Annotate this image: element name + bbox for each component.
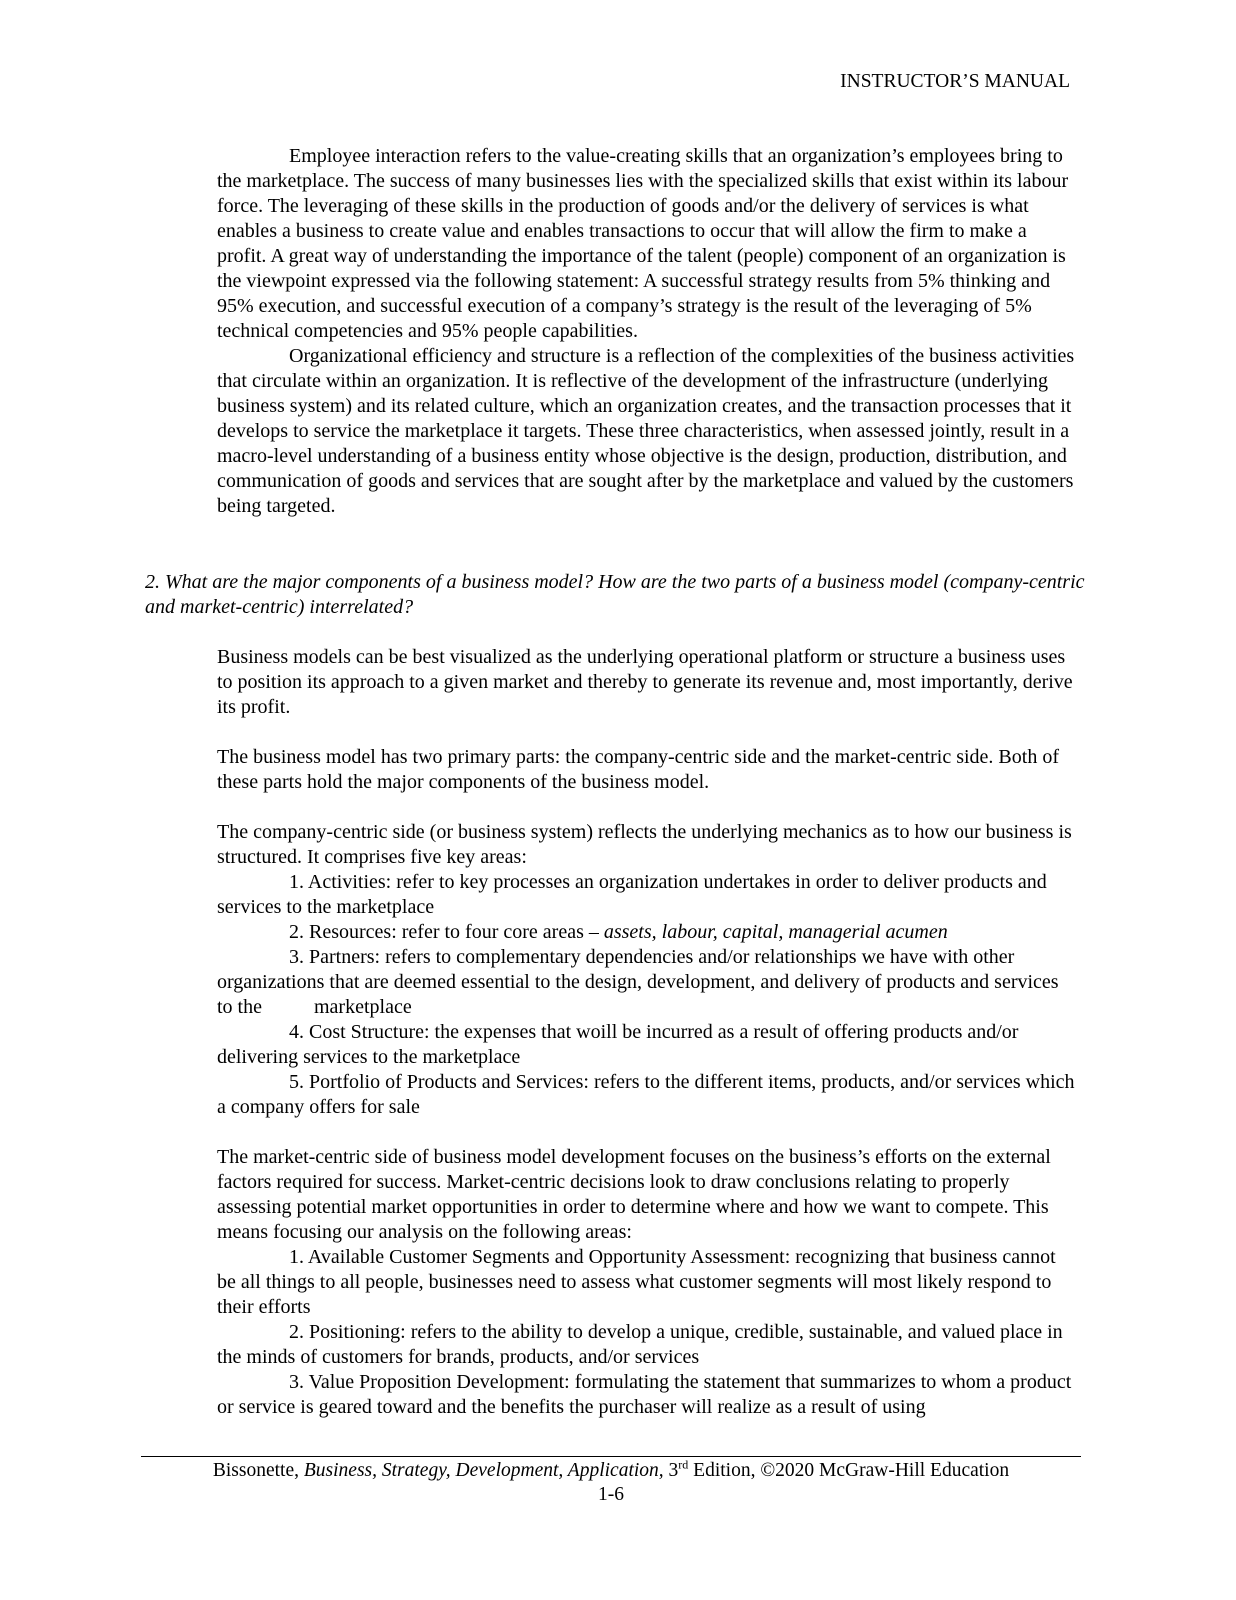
- page-number: 1-6: [598, 1484, 624, 1505]
- paragraph-employee-interaction: Employee interaction refers to the value-creating skills that an organization’s employees bring to the marketplace. The success of many businesses lies with the specialized skills that exist within its labour force. The leveraging of these skills in the production of goods and/or the delivery of services is what enables a business to create value and enables transactions to occur that will allow the firm to make a profit. A great way of understanding the importance of the talent (people) component of an organization is the viewpoint expressed via the following statement: A successful strategy results from 5% thinking and 95% execution, and successful execution of a company’s strategy is the result of the leveraging of 5% technical competencies and 95% people capabilities.: [217, 145, 1069, 342]
- company-item-portfolio: 5. Portfolio of Products and Services: refers to the different items, products, and/or services which a company offers for sale: [217, 1071, 1075, 1118]
- footer-citation: [141, 1459, 1081, 1483]
- footer: [141, 1459, 1081, 1507]
- question-2: 2. What are the major components of a business model? How are the two parts of a business model (company-centric and market-centric) interrelated?: [145, 571, 1085, 618]
- footer-divider: [141, 1456, 1081, 1457]
- paragraph-business-models: Business models can be best visualized as the underlying operational platform or structure a business uses to position its approach to a given market and thereby to generate its revenue and, most importantly, derive its profit.: [217, 646, 1073, 718]
- section1-text: [217, 144, 1077, 519]
- company-item-cost-structure: 4. Cost Structure: the expenses that woill be incurred as a result of offering products and/or delivering services to the marketplace: [217, 1021, 1019, 1068]
- paragraph-two-parts: The business model has two primary parts: the company-centric side and the market-centric side. Both of these parts hold the major components of the business model.: [217, 746, 1059, 793]
- partners-text: 3. Partners: refers to complementary dependencies and/or relationships we have with other organizations that are deemed essential to the design, development, and delivery of products and services to the: [217, 946, 1059, 1018]
- market-item-value-proposition: 3. Value Proposition Development: formulating the statement that summarizes to whom a product or service is geared toward and the benefits the purchaser will realize as a result of using: [217, 1371, 1072, 1418]
- footer-edition-suffix: rd: [678, 1457, 689, 1472]
- company-item-activities: 1. Activities: refer to key processes an organization undertakes in order to deliver products and services to the marketplace: [217, 871, 1047, 918]
- footer-book-title: Business, Strategy, Development, Application,: [303, 1460, 664, 1481]
- partners-tail: marketplace: [314, 996, 412, 1018]
- answer-text: [217, 645, 1077, 1420]
- paragraph-company-centric: The company-centric side (or business system) reflects the underlying mechanics as to how our business is structured. It comprises five key areas:: [217, 821, 1072, 868]
- resources-italic: assets, labour, capital, managerial acumen: [603, 921, 948, 943]
- paragraph-market-centric: The market-centric side of business model development focuses on the business’s efforts on the external factors required for success. Market-centric decisions look to draw conclusions relating to properly assessing potential market opportunities in order to determine where and how we want to compete. This means focusing our analysis on the following areas:: [217, 1146, 1051, 1243]
- company-item-resources: [217, 920, 1077, 945]
- footer-edition-number: 3: [663, 1460, 679, 1481]
- company-item-partners: [217, 945, 1077, 1020]
- footer-author: Bissonette,: [212, 1460, 304, 1481]
- market-item-segments: 1. Available Customer Segments and Opportunity Assessment: recognizing that business cannot be all things to all people, businesses need to assess what customer segments will most likely respond to their efforts: [217, 1246, 1056, 1318]
- footer-edition-publisher: Edition, ©2020 McGraw-Hill Education: [688, 1460, 1010, 1481]
- running-header: INSTRUCTOR’S MANUAL: [840, 71, 1070, 92]
- resources-text: 2. Resources: refer to four core areas –: [289, 921, 604, 943]
- market-item-positioning: 2. Positioning: refers to the ability to develop a unique, credible, sustainable, and valued place in the minds of customers for brands, products, and/or services: [217, 1321, 1063, 1368]
- paragraph-organizational-efficiency: Organizational efficiency and structure is a reflection of the complexities of the business activities that circulate within an organization. It is reflective of the development of the infrastructure (underlying business system) and its related culture, which an organization creates, and the transaction processes that it develops to service the marketplace it targets. These three characteristics, when assessed jointly, result in a macro-level understanding of a business entity whose objective is the design, production, distribution, and communication of goods and services that are sought after by the marketplace and valued by the customers being targeted.: [217, 345, 1075, 517]
